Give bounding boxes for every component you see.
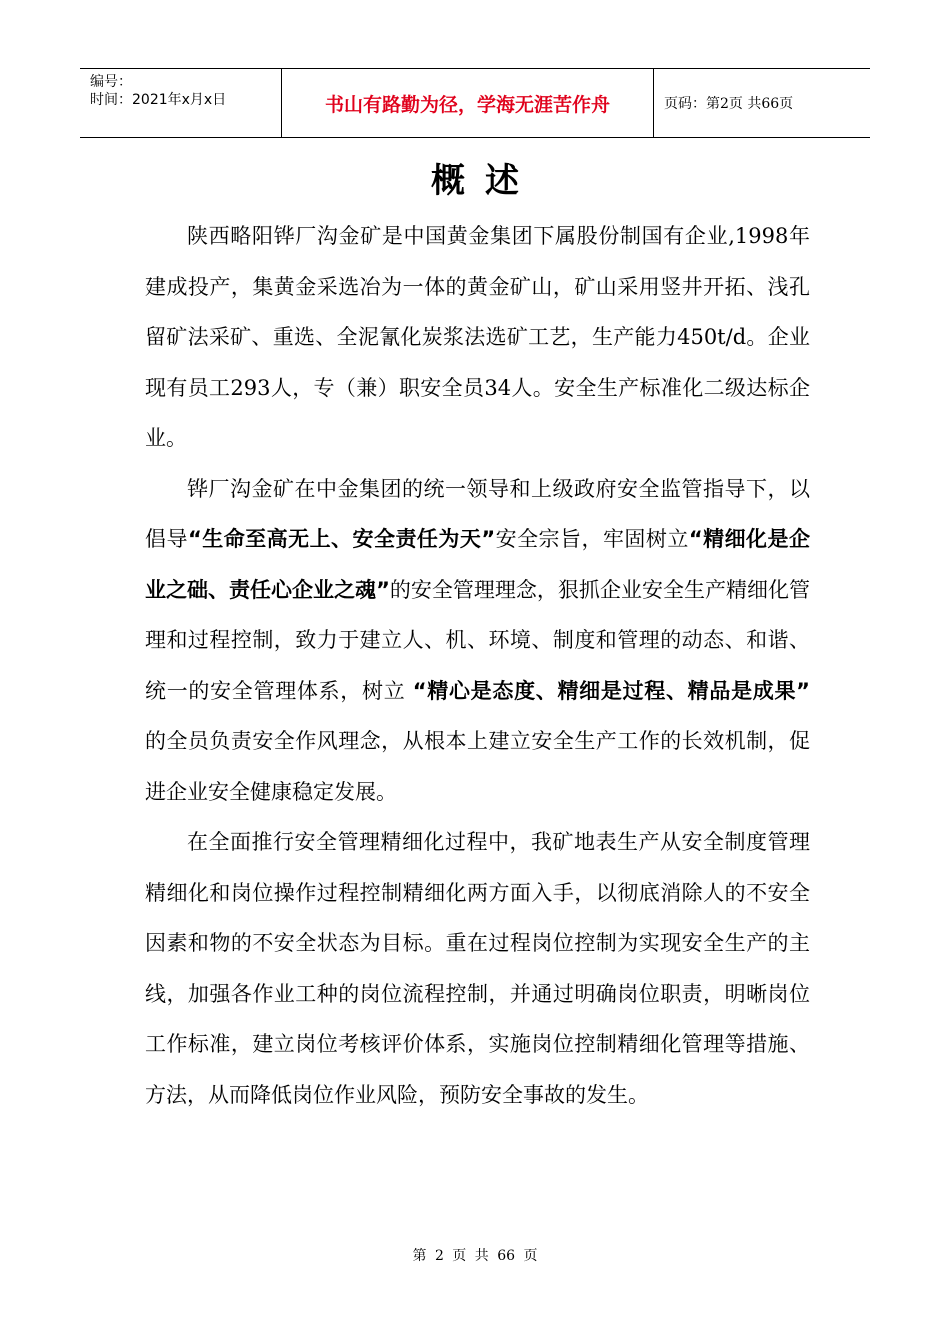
- safety-tenet-quote: “生命至高无上、安全责任为天”: [187, 527, 496, 551]
- paragraph-1: [145, 211, 810, 464]
- paragraph-3: [145, 817, 810, 1120]
- paragraph-text: 安全宗旨，牢固树立: [495, 527, 689, 551]
- paragraph-text: 在全面推行安全管理精细化过程中，我矿地表生产从安全制度管理精细化和岗位操作过程控制精细化两方面入手，以彻底消除人的不安全因素和物的不安全状态为目标。重在过程岗位控制为实现安全生产的主线，加强各作业工种的岗位流程控制，并通过明确岗位职责，明晰岗位工作标准，建立岗位考核评价体系，实施岗位控制精细化管理等措施、方法，从而降低岗位作业风险，预防安全事故的发生。: [145, 830, 810, 1107]
- paragraph-text: 铧厂沟金矿在中金集团的统一领导和上级政府安全监管指导下，以倡导: [145, 476, 810, 551]
- paragraph-text: 的全员负责安全作风理念，从根本上建立安全生产工作的长效机制，促进企业安全健康稳定发展。: [145, 729, 810, 804]
- paragraph-text: 陕西略阳铧厂沟金矿是中国黄金集团下属股份制国有企业,1998年建成投产，集黄金采选冶为一体的黄金矿山，矿山采用竖井开拓、浅孔留矿法采矿、重选、全泥氰化炭浆法选矿工艺，生产能力450t/d。企业现有员工293人，专（兼）职安全员34人。安全生产标准化二级达标企业。: [145, 224, 810, 450]
- paragraph-text: 的安全管理理念，狠抓企业安全生产精细化管理和过程控制，致力于建立人、机、环境、制度和管理的动态、和谐、统一的安全管理体系，树立: [145, 577, 810, 703]
- paragraph-2: [145, 464, 810, 818]
- page-footer: 第 2 页 共 66 页: [412, 1248, 538, 1264]
- header-meta: [80, 69, 282, 137]
- document-date: 时间：2021年x月x日: [90, 92, 227, 108]
- work-style-quote: “精心是态度、精细是过程、精品是成果”: [412, 678, 810, 703]
- management-concept-quote: “精细化是企业之础、责任心企业之魂”: [145, 527, 810, 602]
- header-motto: 书山有路勤为径，学海无涯苦作舟: [282, 69, 654, 137]
- document-number-label: 编号：: [90, 74, 132, 90]
- document-header: [80, 68, 870, 138]
- page-title: 概述: [431, 161, 539, 201]
- body-text: [145, 211, 810, 1120]
- header-page-code: 页码：第2页 共66页: [664, 96, 794, 112]
